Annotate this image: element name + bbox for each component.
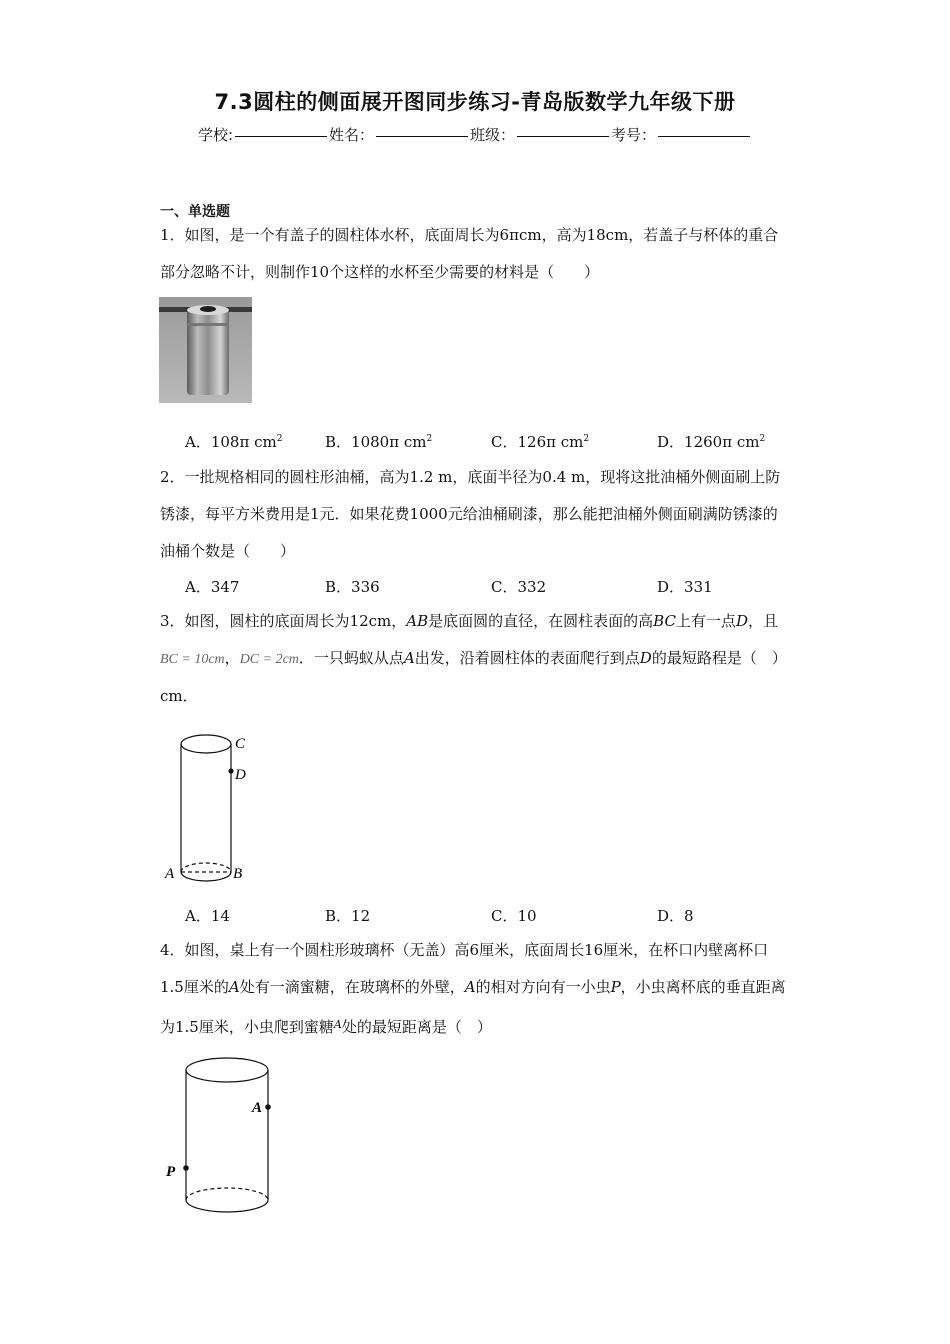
school-label: 学校:: [197, 126, 233, 144]
condition-dc: DC = 2cm: [239, 652, 299, 667]
glass-cylinder-figure-q4: [160, 1054, 290, 1224]
bottom-front-arc: [186, 1200, 268, 1212]
class-blank: [517, 136, 609, 137]
label-b: B: [233, 866, 243, 882]
label-a: A: [252, 1100, 263, 1116]
option-b[interactable]: B．336: [325, 578, 380, 596]
bottom-back-arc: [181, 863, 231, 872]
question-1-options: [185, 431, 785, 455]
option-d[interactable]: D．1260π $cm^2$: [657, 433, 766, 451]
bottom-front-arc: [181, 872, 231, 881]
name-blank: [376, 136, 468, 137]
option-c[interactable]: C．332: [491, 578, 547, 596]
question-2: [160, 459, 792, 570]
question-2-options: [185, 576, 785, 600]
label-d: D: [235, 767, 246, 783]
question-1: [160, 217, 792, 291]
question-number: 1．: [160, 226, 185, 244]
question-number: 3．: [160, 612, 185, 630]
label-c: C: [235, 736, 246, 752]
question-text: 一批规格相同的圆柱形油桶，高为1.2 m，底面半径为0.4 m，现将这批油桶外侧面刷上防锈漆，每平方米费用是1元．如果花费1000元给油桶刷漆，那么能把油桶外侧面刷满防锈漆的油桶个数是（ ）: [160, 468, 781, 560]
option-b[interactable]: B．1080π $cm^2$: [325, 433, 433, 451]
option-c[interactable]: C．10: [491, 907, 537, 925]
question-number: 4．: [160, 941, 185, 959]
option-c[interactable]: C．126π $cm^2$: [491, 433, 590, 451]
bottom-back-arc: [186, 1188, 268, 1200]
option-d[interactable]: D．331: [657, 578, 713, 596]
option-a[interactable]: A．108π $cm^2$: [185, 433, 283, 451]
class-label: 班级：: [470, 126, 516, 144]
question-4: 4．如图，桌上有一个圆柱形玻璃杯（无盖）高6厘米，底面周长16厘米，在杯口内壁离杯口1.5厘米的A处有一滴蜜糖，在玻璃杯的外壁，A的相对方向有一小虫P，小虫离杯底的垂直距离为1.5厘米，小虫爬到蜜糖$^A$处的最短距离是（ ）: [160, 941, 786, 1036]
question-3: 3．如图，圆柱的底面周长为12cm，AB是底面圆的直径，在圆柱表面的高BC上有一点D，且BC = 10cm，DC = 2cm．一只蚂蚁从点A出发，沿着圆柱体的表面爬行到点D的最短路程是（ ）cm．: [160, 612, 787, 705]
point-a: [265, 1104, 271, 1110]
exam-no-blank: [658, 136, 750, 137]
top-ellipse: [186, 1058, 268, 1082]
label-a: A: [165, 866, 175, 882]
option-d[interactable]: D．8: [657, 907, 694, 925]
section-title: 一、单选题: [160, 204, 230, 220]
page-title: 7.3圆柱的侧面展开图同步练习-青岛版数学九年级下册: [214, 90, 736, 114]
point-p: [183, 1165, 189, 1171]
student-info-line: [0, 124, 950, 145]
point-d: [228, 768, 233, 773]
school-blank: [235, 136, 327, 137]
question-text: 如图，是一个有盖子的圆柱体水杯，底面周长为6πcm，高为18cm，若盖子与杯体的重合部分忽略不计，则制作10个这样的水杯至少需要的材料是（ ）: [160, 226, 779, 281]
option-b[interactable]: B．12: [325, 907, 371, 925]
label-p: P: [166, 1164, 176, 1180]
option-a[interactable]: A．14: [185, 907, 230, 925]
water-cup-photo: [159, 297, 252, 403]
condition-bc: BC = 10cm: [160, 652, 225, 667]
cylinder-figure-q3: [160, 728, 260, 888]
exam-no-label: 考号：: [611, 126, 657, 144]
question-number: 2．: [160, 468, 185, 486]
option-a[interactable]: A．347: [185, 578, 240, 596]
name-label: 姓名：: [329, 126, 375, 144]
question-3-options: [185, 905, 785, 929]
top-ellipse: [181, 735, 231, 753]
